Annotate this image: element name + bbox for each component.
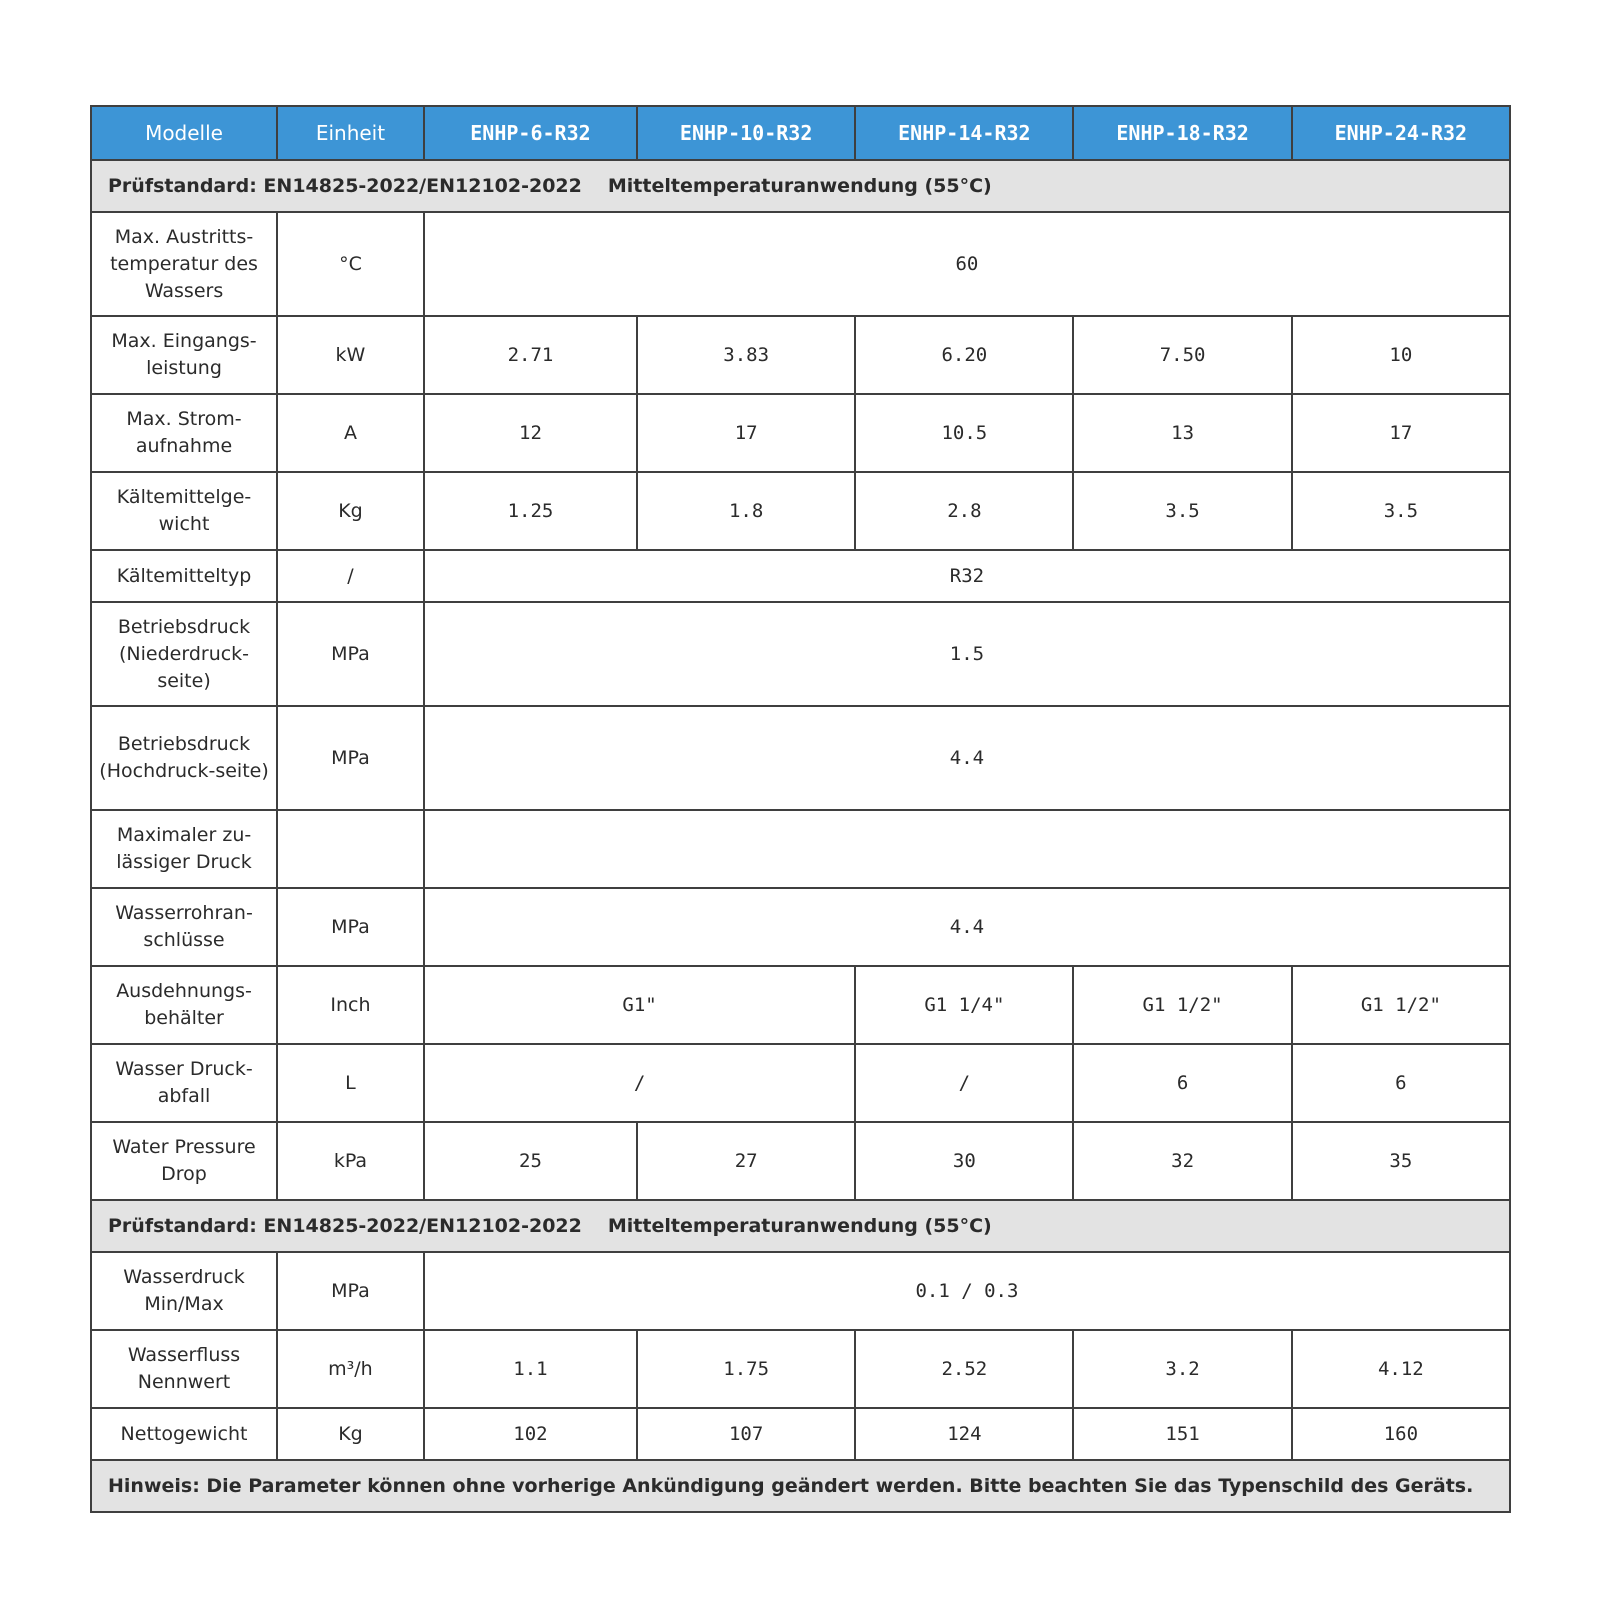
row-value: 12 — [424, 394, 637, 472]
row-value: 3.5 — [1073, 472, 1291, 550]
row-value: 7.50 — [1073, 316, 1291, 394]
row-unit: kPa — [277, 1122, 424, 1200]
row-label: Wasserfluss Nennwert — [91, 1330, 277, 1408]
row-unit: MPa — [277, 1252, 424, 1330]
row-value — [424, 810, 1510, 888]
header-unit: Einheit — [277, 106, 424, 160]
note-row — [91, 1460, 1510, 1512]
header-row — [91, 106, 1510, 160]
row-value: 102 — [424, 1408, 637, 1460]
table-row — [91, 394, 1510, 472]
table-row — [91, 1122, 1510, 1200]
row-unit: Kg — [277, 472, 424, 550]
row-unit: Inch — [277, 966, 424, 1044]
row-value: 10 — [1292, 316, 1510, 394]
row-label: Kältemitteltyp — [91, 550, 277, 602]
row-label: Betriebsdruck (Niederdruck-seite) — [91, 602, 277, 706]
row-value: 124 — [855, 1408, 1073, 1460]
header-model: ENHP-24-R32 — [1292, 106, 1510, 160]
row-value: 30 — [855, 1122, 1073, 1200]
table-row — [91, 706, 1510, 810]
table-row — [91, 810, 1510, 888]
row-value: / — [424, 1044, 855, 1122]
row-label: Wasser Druck-abfall — [91, 1044, 277, 1122]
section-header — [91, 1200, 1510, 1252]
row-value: 0.1 / 0.3 — [424, 1252, 1510, 1330]
table-row — [91, 316, 1510, 394]
section-standard: Prüfstandard: EN14825-2022/EN12102-2022 — [108, 174, 582, 197]
row-label: Ausdehnungs-behälter — [91, 966, 277, 1044]
section-standard: Prüfstandard: EN14825-2022/EN12102-2022 — [108, 1214, 582, 1237]
row-unit: MPa — [277, 602, 424, 706]
row-label: Kältemittelge-wicht — [91, 472, 277, 550]
row-value: 4.4 — [424, 888, 1510, 966]
row-label: Betriebsdruck (Hochdruck-seite) — [91, 706, 277, 810]
row-value: 3.83 — [637, 316, 855, 394]
header-model: ENHP-6-R32 — [424, 106, 637, 160]
table-row — [91, 1252, 1510, 1330]
row-value: 6 — [1073, 1044, 1291, 1122]
row-value: 1.75 — [637, 1330, 855, 1408]
row-value: G1" — [424, 966, 855, 1044]
header-model: ENHP-10-R32 — [637, 106, 855, 160]
row-unit: MPa — [277, 888, 424, 966]
row-value: 17 — [637, 394, 855, 472]
row-value: 6.20 — [855, 316, 1073, 394]
section-row — [91, 1200, 1510, 1252]
row-value: 6 — [1292, 1044, 1510, 1122]
row-value: 1.8 — [637, 472, 855, 550]
row-value: 35 — [1292, 1122, 1510, 1200]
table-row — [91, 212, 1510, 316]
row-unit: °C — [277, 212, 424, 316]
row-label: Max. Austritts-temperatur des Wassers — [91, 212, 277, 316]
row-value: / — [855, 1044, 1073, 1122]
table-row — [91, 888, 1510, 966]
table-row — [91, 966, 1510, 1044]
row-value: 160 — [1292, 1408, 1510, 1460]
row-unit — [277, 810, 424, 888]
table-row — [91, 1044, 1510, 1122]
row-unit: kW — [277, 316, 424, 394]
table-row — [91, 602, 1510, 706]
row-value: 107 — [637, 1408, 855, 1460]
row-value: 151 — [1073, 1408, 1291, 1460]
table-row — [91, 1330, 1510, 1408]
row-value: R32 — [424, 550, 1510, 602]
row-value: 2.8 — [855, 472, 1073, 550]
row-value: 1.5 — [424, 602, 1510, 706]
row-label: Max. Eingangs-leistung — [91, 316, 277, 394]
row-unit: Kg — [277, 1408, 424, 1460]
row-value: 60 — [424, 212, 1510, 316]
header-model: ENHP-18-R32 — [1073, 106, 1291, 160]
row-value: 3.2 — [1073, 1330, 1291, 1408]
row-value: 4.12 — [1292, 1330, 1510, 1408]
row-value: G1 1/2" — [1073, 966, 1291, 1044]
row-value: 2.52 — [855, 1330, 1073, 1408]
row-value: 4.4 — [424, 706, 1510, 810]
section-application: Mitteltemperaturanwendung (55°C) — [607, 174, 992, 197]
row-unit: / — [277, 550, 424, 602]
row-value: 1.1 — [424, 1330, 637, 1408]
row-value: G1 1/2" — [1292, 966, 1510, 1044]
table-row — [91, 472, 1510, 550]
row-value: 1.25 — [424, 472, 637, 550]
row-value: 10.5 — [855, 394, 1073, 472]
header-model: ENHP-14-R32 — [855, 106, 1073, 160]
row-unit: m³/h — [277, 1330, 424, 1408]
section-application: Mitteltemperaturanwendung (55°C) — [607, 1214, 992, 1237]
row-unit: L — [277, 1044, 424, 1122]
footnote: Hinweis: Die Parameter können ohne vorherige Ankündigung geändert werden. Bitte beachten Sie das Typenschild des Geräts. — [91, 1460, 1510, 1512]
row-value: 25 — [424, 1122, 637, 1200]
row-value: G1 1/4" — [855, 966, 1073, 1044]
row-value: 3.5 — [1292, 472, 1510, 550]
header-models: Modelle — [91, 106, 277, 160]
table-row — [91, 1408, 1510, 1460]
section-header — [91, 160, 1510, 212]
row-label: Wasserdruck Min/Max — [91, 1252, 277, 1330]
row-value: 13 — [1073, 394, 1291, 472]
section-row — [91, 160, 1510, 212]
table-row — [91, 550, 1510, 602]
row-unit: MPa — [277, 706, 424, 810]
row-label: Wasserrohran-schlüsse — [91, 888, 277, 966]
row-unit: A — [277, 394, 424, 472]
row-label: Max. Strom-aufnahme — [91, 394, 277, 472]
row-value: 32 — [1073, 1122, 1291, 1200]
row-label: Nettogewicht — [91, 1408, 277, 1460]
row-value: 2.71 — [424, 316, 637, 394]
spec-table — [90, 105, 1511, 1513]
row-label: Water Pressure Drop — [91, 1122, 277, 1200]
row-label: Maximaler zu-lässiger Druck — [91, 810, 277, 888]
row-value: 27 — [637, 1122, 855, 1200]
row-value: 17 — [1292, 394, 1510, 472]
